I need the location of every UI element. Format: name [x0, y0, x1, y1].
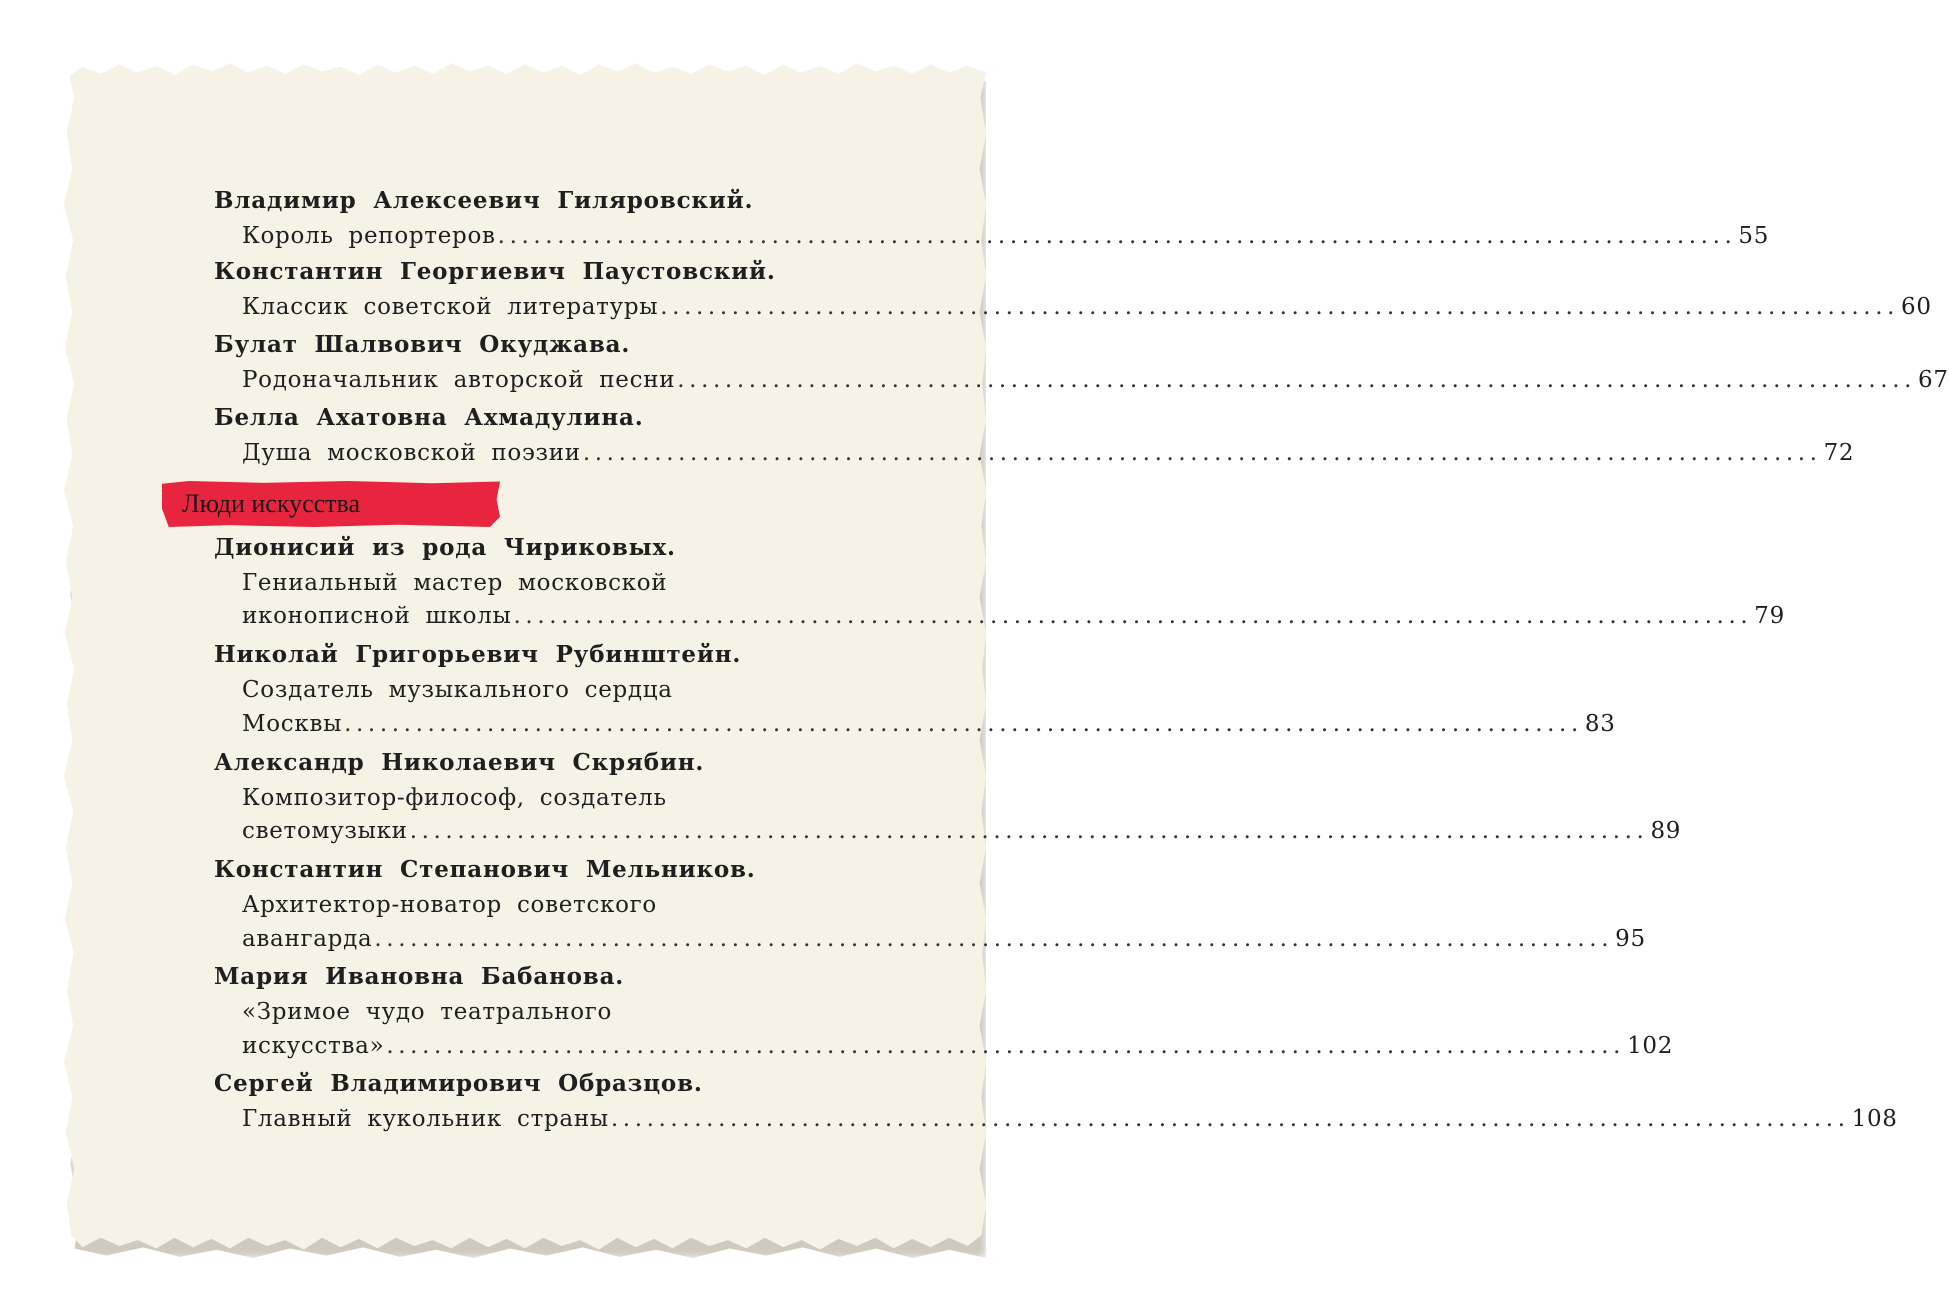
toc-author: Дионисий из рода Чириковых. — [214, 534, 676, 561]
toc-page-number: 95 — [1615, 926, 1646, 952]
toc-entry-line[interactable] — [242, 220, 1770, 252]
toc-entry-line[interactable] — [242, 600, 1785, 632]
toc-title: искусства» — [242, 1033, 385, 1059]
toc-page-number: 83 — [1584, 711, 1616, 737]
dot-leader: ........................................................................................................ — [660, 294, 1900, 320]
dot-leader: ........................................................................................................ — [374, 926, 1614, 952]
dot-leader: ........................................................................................................ — [610, 1106, 1850, 1132]
dot-leader: ........................................................................................................ — [409, 818, 1649, 844]
toc-author: Сергей Владимирович Образцов. — [214, 1070, 703, 1097]
dot-leader: ........................................................................................................ — [513, 603, 1753, 629]
toc-entry-line[interactable] — [242, 708, 1616, 740]
toc-page-number: 102 — [1627, 1033, 1674, 1059]
toc-title-line: Архитектор-новатор советского — [242, 892, 657, 918]
toc-page-number: 79 — [1754, 603, 1785, 629]
toc-title: Классик советской литературы — [242, 294, 659, 320]
toc-entry-line[interactable] — [242, 1103, 1898, 1135]
toc-entry-line[interactable] — [242, 437, 1855, 469]
dot-leader: ........................................................................................................ — [344, 711, 1583, 737]
toc-title-line: Создатель музыкального сердца — [242, 677, 673, 703]
section-title: Люди искусства — [182, 489, 361, 518]
toc-author: Константин Георгиевич Паустовский. — [214, 258, 776, 285]
dot-leader: ........................................................................................................ — [677, 367, 1917, 393]
dot-leader: ........................................................................................................ — [497, 223, 1737, 249]
toc-entry-line[interactable] — [242, 923, 1646, 955]
toc-entry-line[interactable] — [242, 364, 1949, 396]
toc-author: Белла Ахатовна Ахмадулина. — [214, 404, 644, 431]
toc-page-number: 89 — [1650, 818, 1682, 844]
toc-page-number: 108 — [1851, 1106, 1898, 1132]
toc-page-number: 60 — [1901, 294, 1932, 320]
toc-author: Александр Николаевич Скрябин. — [214, 749, 705, 776]
toc-page-number: 55 — [1738, 223, 1770, 249]
toc-title-line: «Зримое чудо театрального — [242, 999, 613, 1025]
toc-entry-line[interactable] — [242, 815, 1682, 847]
toc-title: Душа московской поэзии — [242, 440, 581, 466]
toc-title: иконописной школы — [242, 603, 512, 629]
toc-title-line: Гениальный мастер московской — [242, 570, 668, 596]
toc-entry-line[interactable] — [242, 1030, 1674, 1062]
toc-page-number: 72 — [1823, 440, 1855, 466]
toc-title: авангарда — [242, 926, 373, 952]
toc-title: Родоначальник авторской песни — [242, 367, 676, 393]
toc-author: Булат Шалвович Окуджава. — [214, 331, 631, 358]
toc-entry-line[interactable] — [242, 291, 1932, 323]
toc-title: Москвы — [242, 711, 343, 737]
dot-leader: ........................................................................................................ — [386, 1033, 1626, 1059]
toc-author: Николай Григорьевич Рубинштейн. — [214, 641, 742, 668]
dot-leader: ........................................................................................................ — [582, 440, 1822, 466]
toc-title-line: Композитор-философ, создатель — [242, 785, 667, 811]
toc-page-number: 67 — [1918, 367, 1949, 393]
toc-author: Владимир Алексеевич Гиляровский. — [214, 187, 754, 214]
toc-author: Мария Ивановна Бабанова. — [214, 963, 625, 990]
toc-author: Константин Степанович Мельников. — [214, 856, 756, 883]
toc-title: Главный кукольник страны — [242, 1106, 609, 1132]
toc-title: Король репортеров — [242, 223, 496, 249]
toc-title: светомузыки — [242, 818, 408, 844]
